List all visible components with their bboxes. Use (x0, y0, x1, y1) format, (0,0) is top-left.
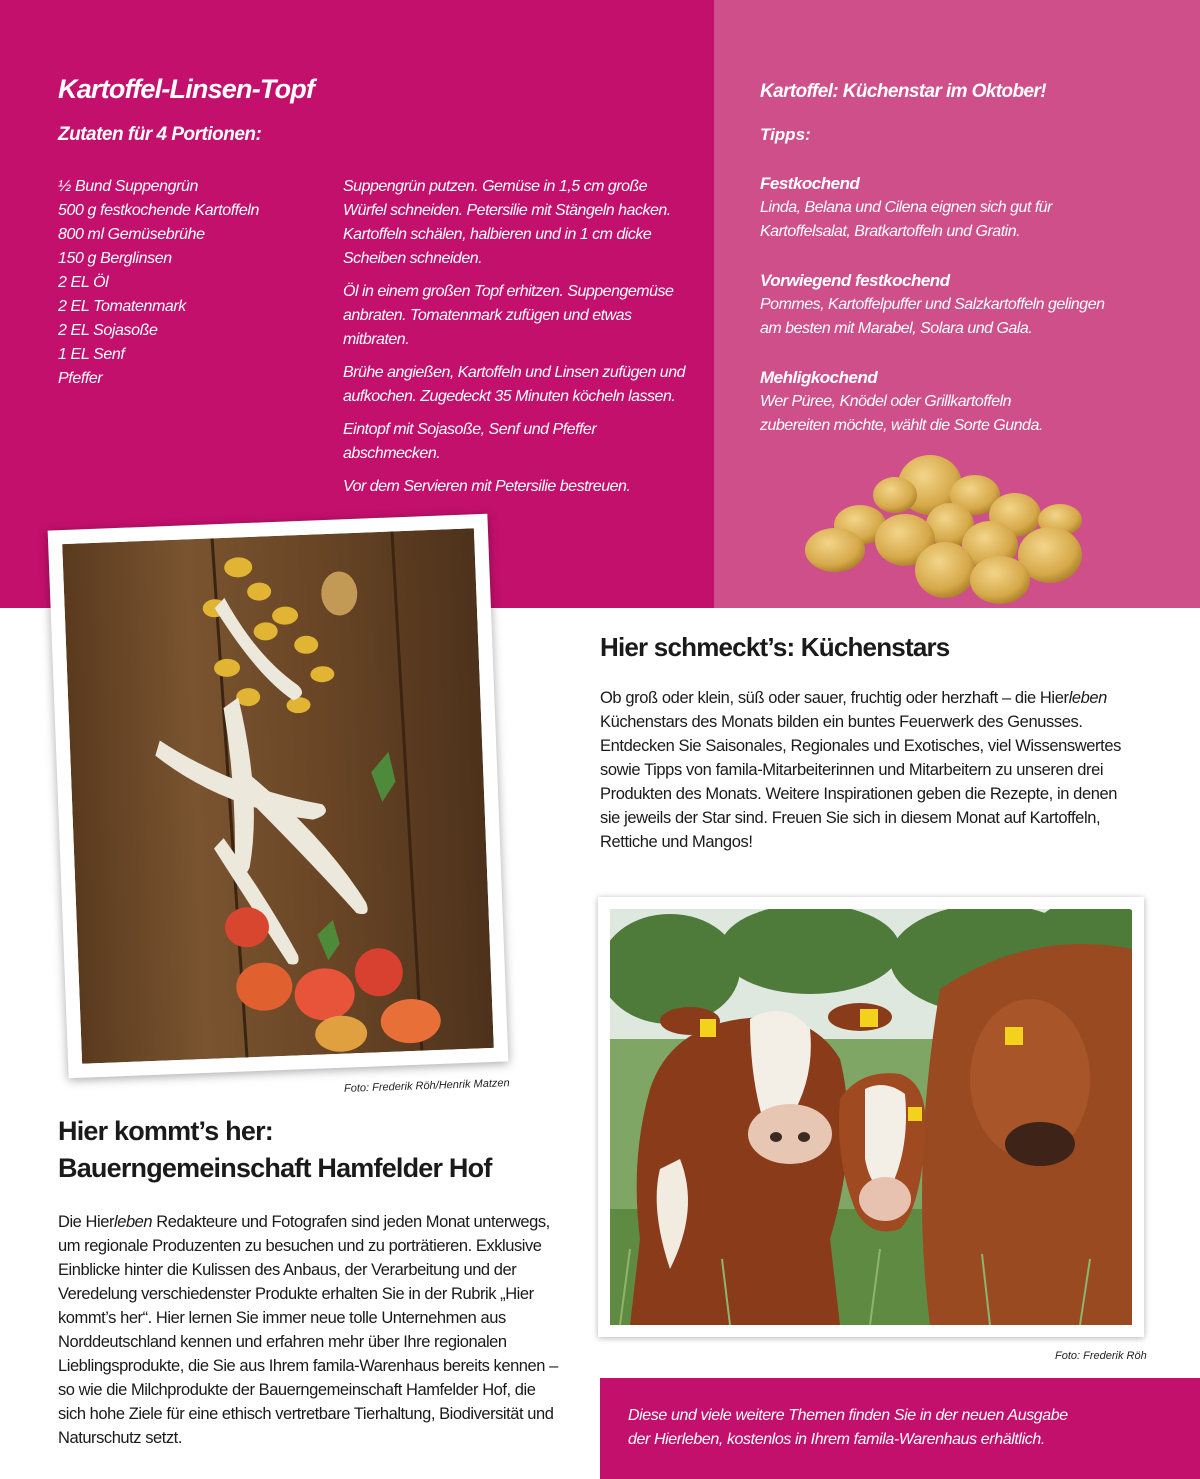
ingredient-item: 2 EL Sojasoße (58, 322, 158, 339)
recipe-subtitle: Zutaten für 4 Portionen: (58, 124, 262, 145)
text-span: Redakteure und Fotografen sind jeden Monat unterwegs, um regionale Produzenten zu besuchen und zu porträtieren. Exklusive Einblicke hinter die Kulissen des Anbaus, der Verarbeitung und der Veredelung verschiedenster Produkte erhalten Sie in der Rubrik „Hier kommt’s her“. Hier lernen Sie immer neue tolle Unternehmen aus Norddeutschland kennen und erfahren mehr über Ihre regionalen Lieblingsprodukte, die Sie aus Ihrem famila-Warenhaus bereits kennen – so wie die Milchprodukte der Bauerngemeinschaft Hamfelder Hof, die sich hohe Ziele für eine ethisch vertretbare Tierhaltung, Biodiversität und Naturschutz setzt. (58, 1213, 558, 1447)
recipe-step: Öl in einem großen Topf erhitzen. Suppengemüse anbraten. Tomatenmark zufügen und etwas mitbraten. (343, 283, 674, 348)
ingredient-item: 2 EL Tomatenmark (58, 298, 186, 315)
cows-photo (610, 909, 1132, 1325)
ingredient-item: 500 g festkochende Kartoffeln (58, 202, 259, 219)
section-body-kuechenstars (600, 686, 1140, 854)
text-span: Küchenstars des Monats bilden ein buntes Feuerwerk des Genusses. Entdecken Sie Saisonales, Regionales und Exotisches, viel Wissenswertes sowie Tipps von famila-Mitarbeiterinnen und Mitarbeitern zu unseren drei Produkten des Monats. Weitere Inspirationen geben die Rezepte, in denen sie jeweils der Star sind. Freuen Sie sich in diesem Monat auf Kartoffeln, Rettiche und Mangos! (600, 713, 1121, 851)
tip-festkochend (760, 172, 1180, 244)
photo-credit: Foto: Frederik Röh (1055, 1350, 1147, 1362)
footer-line: Diese und viele weitere Themen finden Sie in der neuen Ausgabe (628, 1407, 1068, 1424)
tip-heading: Festkochend (760, 174, 860, 193)
tips-label: Tipps: (760, 125, 811, 144)
section-heading-kuechenstars: Hier schmeckt’s: Küchenstars (600, 632, 950, 662)
ingredient-item: 1 EL Senf (58, 346, 125, 363)
recipe-steps (343, 175, 693, 508)
tip-heading: Mehligkochend (760, 368, 878, 387)
photo-frame-vegetables (48, 514, 509, 1078)
tip-heading: Vorwiegend festkochend (760, 271, 950, 290)
section-body-hamfelder-hof (58, 1210, 558, 1450)
tip-mehligkochend (760, 366, 1180, 438)
tip-text: Wer Püree, Knödel oder Grillkartoffeln zubereiten möchte, wählt die Sorte Gunda. (760, 393, 1043, 434)
tip-vorwiegend-festkochend (760, 269, 1180, 341)
text-span-italic: leben (114, 1213, 153, 1231)
text-span-italic: leben (1068, 689, 1107, 707)
footer-text (628, 1404, 1188, 1452)
tip-text: Linda, Belana und Cilena eignen sich gut für Kartoffelsalat, Bratkartoffeln und Gratin. (760, 199, 1052, 240)
ingredient-item: 2 EL Öl (58, 274, 109, 291)
ingredient-item: ½ Bund Suppengrün (58, 178, 198, 195)
footer-line: der Hierleben, kostenlos in Ihrem famila-Warenhaus erhältlich. (628, 1431, 1045, 1448)
photo-frame-cows (598, 897, 1144, 1337)
ingredient-list (58, 175, 328, 391)
ingredient-item: 150 g Berglinsen (58, 250, 172, 267)
recipe-step: Brühe angießen, Kartoffeln und Linsen zufügen und aufkochen. Zugedeckt 35 Minuten köcheln lassen. (343, 364, 685, 405)
section-heading-hamfelder-hof (58, 1113, 492, 1187)
ingredient-item: 800 ml Gemüsebrühe (58, 226, 205, 243)
text-span: Ob groß oder klein, süß oder sauer, fruchtig oder herzhaft – die Hier (600, 689, 1069, 707)
photo-credit: Foto: Frederik Röh/Henrik Matzen (343, 1077, 510, 1095)
potatoes-image (800, 445, 1100, 610)
section-heading-line: Hier kommt’s her: (58, 1116, 273, 1146)
recipe-step: Vor dem Servieren mit Petersilie bestreuen. (343, 478, 631, 495)
tips-title: Kartoffel: Küchenstar im Oktober! (760, 81, 1047, 102)
recipe-title: Kartoffel-Linsen-Topf (58, 74, 315, 104)
tip-text: Pommes, Kartoffelpuffer und Salzkartoffeln gelingen am besten mit Marabel, Solara und Gala. (760, 296, 1105, 337)
text-span: Die Hier (58, 1213, 114, 1231)
vegetables-photo (62, 528, 494, 1063)
ingredient-item: Pfeffer (58, 370, 103, 387)
section-heading-line: Bauerngemeinschaft Hamfelder Hof (58, 1153, 492, 1183)
recipe-step: Suppengrün putzen. Gemüse in 1,5 cm große Würfel schneiden. Petersilie mit Stängeln hacken. Kartoffeln schälen, halbieren und in 1 cm dicke Scheiben schneiden. (343, 178, 671, 267)
recipe-step: Eintopf mit Sojasoße, Senf und Pfeffer abschmecken. (343, 421, 597, 462)
